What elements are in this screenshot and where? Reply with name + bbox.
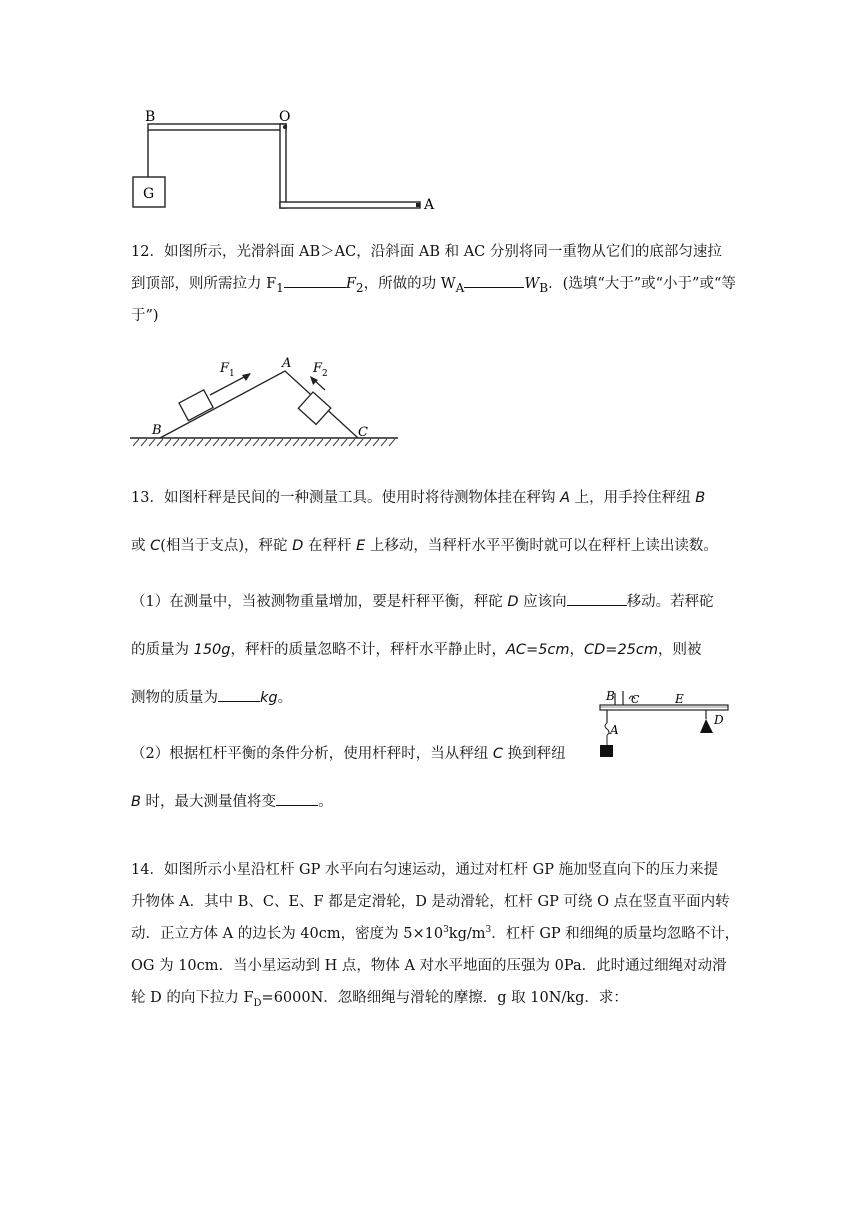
- q13-text: （1）在测量中，当被测物重量增加，要是杆秤平衡，秤砣: [131, 594, 508, 610]
- label-B: B: [152, 423, 162, 438]
- q14-line1: 14．如图所示小星沿杠杆 GP 水平向右匀速运动，通过对杠杆 GP 施加竖直向下的压力来提: [131, 862, 719, 878]
- label-B: B: [606, 689, 615, 703]
- q13-text: 上移动，当秤杆水平平衡时就可以在秤杆上读出读数。: [365, 538, 718, 554]
- q14-line4: OG 为 10cm．当小星运动到 H 点，物体 A 对水平地面的压强为 0Pa．此时通过细绳对动滑: [131, 958, 727, 974]
- steelyard-figure: [595, 685, 735, 760]
- q13-text: 在秤杆: [303, 538, 357, 554]
- q13-part1-line3: [131, 686, 292, 707]
- label-O: O: [279, 109, 291, 125]
- q13-letter: C: [492, 746, 503, 762]
- q13-letter: E: [356, 538, 366, 554]
- q14-text: kg/m: [448, 926, 486, 942]
- q14-text: 动．正立方体 A 的边长为 40cm，密度为 5×10: [131, 926, 444, 942]
- label-D: D: [714, 713, 724, 727]
- q13-letter: D: [292, 538, 304, 554]
- q12-sub: 2: [355, 280, 364, 295]
- q13-value: CD=25cm: [584, 642, 659, 658]
- q13-text: 移动。若秤砣: [626, 594, 714, 610]
- q14-text: =6000N．忽略细绳与滑轮的摩擦．g 取 10N/kg．求：: [261, 990, 628, 1006]
- q13-text: （2）根据杠杆平衡的条件分析，使用杆秤时，当从秤纽: [131, 746, 493, 762]
- q13-part2-line2: [131, 790, 333, 811]
- label-A: A: [610, 723, 619, 737]
- q14-line5: [131, 986, 628, 1009]
- q13-text: 时，最大测量值将变: [140, 794, 277, 810]
- q13-part2-line1: [131, 742, 566, 763]
- q13-text: 的质量为: [131, 642, 194, 658]
- q13-text: ，秤杆的质量忽略不计，秤杆水平静止时，: [230, 642, 506, 658]
- q13-text: 上，用手拎住秤纽: [569, 490, 696, 506]
- q13-part1-line2: [131, 638, 702, 659]
- label-F1: F: [220, 361, 230, 376]
- answer-blank[interactable]: [276, 791, 318, 806]
- q13-text: 。: [277, 690, 293, 706]
- q13-letter: B: [695, 490, 706, 506]
- q13-letter: B: [131, 794, 141, 810]
- q12-text: ．(选填“大于”或“小于”或“等: [548, 276, 736, 292]
- label-C: C: [631, 693, 640, 706]
- incline-figure: [130, 355, 405, 450]
- label-A: A: [424, 197, 435, 213]
- label-F1-sub: 1: [229, 369, 235, 379]
- label-B: B: [145, 109, 156, 125]
- q13-line1: [131, 486, 705, 507]
- q14-line3: [131, 922, 739, 943]
- q14-text: ．杠杆 GP 和细绳的质量均忽略不计，: [491, 926, 740, 942]
- q13-value: AC=5cm: [506, 642, 570, 658]
- label-E: E: [675, 692, 684, 706]
- q13-letter: A: [560, 490, 570, 506]
- q13-text: 换到秤纽: [502, 746, 566, 762]
- q12-sub: A: [455, 280, 465, 295]
- q13-text: (相当于支点)，秤砣: [160, 538, 293, 554]
- answer-blank[interactable]: [218, 687, 260, 702]
- q13-text: ，则被: [658, 642, 702, 658]
- q13-letter: C: [150, 538, 161, 554]
- q14-sup: 3: [443, 925, 449, 936]
- q13-text: 13．如图杆秤是民间的一种测量工具。使用时将待测物体挂在秤钩: [131, 490, 561, 506]
- q12-sub: 1: [276, 280, 284, 295]
- q13-text: 或: [131, 538, 151, 554]
- q12-text: W: [524, 276, 540, 292]
- q12-sub: B: [539, 280, 549, 295]
- q13-text: ，: [569, 642, 585, 658]
- label-F2: F: [313, 361, 323, 376]
- q12-line1: 12．如图所示，光滑斜面 AB＞AC，沿斜面 AB 和 AC 分别将同一重物从它们的底部匀速拉: [131, 244, 722, 260]
- q14-sup: 3: [485, 925, 492, 936]
- label-C: C: [358, 425, 368, 440]
- q12-line3: 于”): [131, 308, 159, 324]
- lever-figure: [125, 105, 455, 215]
- q14-text: 轮 D 的向下拉力 F: [131, 990, 254, 1006]
- q12-text: F: [345, 276, 356, 292]
- q12-line2: [131, 272, 736, 295]
- q13-line2: [131, 534, 718, 555]
- q13-part1-line1: [131, 590, 714, 611]
- q14-line2: 升物体 A．其中 B、C、E、F 都是定滑轮，D 是动滑轮，杠杆 GP 可绕 O 点在竖直平面内转: [131, 894, 730, 910]
- answer-blank[interactable]: [567, 591, 627, 606]
- q14-sub: D: [253, 997, 262, 1009]
- q13-text: 应该向: [518, 594, 567, 610]
- q12-text: ，所做的功 W: [363, 276, 456, 292]
- answer-blank[interactable]: [464, 273, 524, 288]
- q12-text: 到顶部，则所需拉力 F: [131, 276, 277, 292]
- q13-value: kg: [260, 690, 278, 706]
- q13-letter: D: [507, 594, 519, 610]
- label-A: A: [282, 356, 292, 371]
- q13-value: 150g: [193, 642, 231, 658]
- q13-text: 。: [318, 794, 333, 810]
- label-G: G: [143, 186, 155, 202]
- q13-text: 测物的质量为: [131, 690, 218, 706]
- answer-blank[interactable]: [284, 273, 346, 288]
- label-F2-sub: 2: [322, 369, 328, 379]
